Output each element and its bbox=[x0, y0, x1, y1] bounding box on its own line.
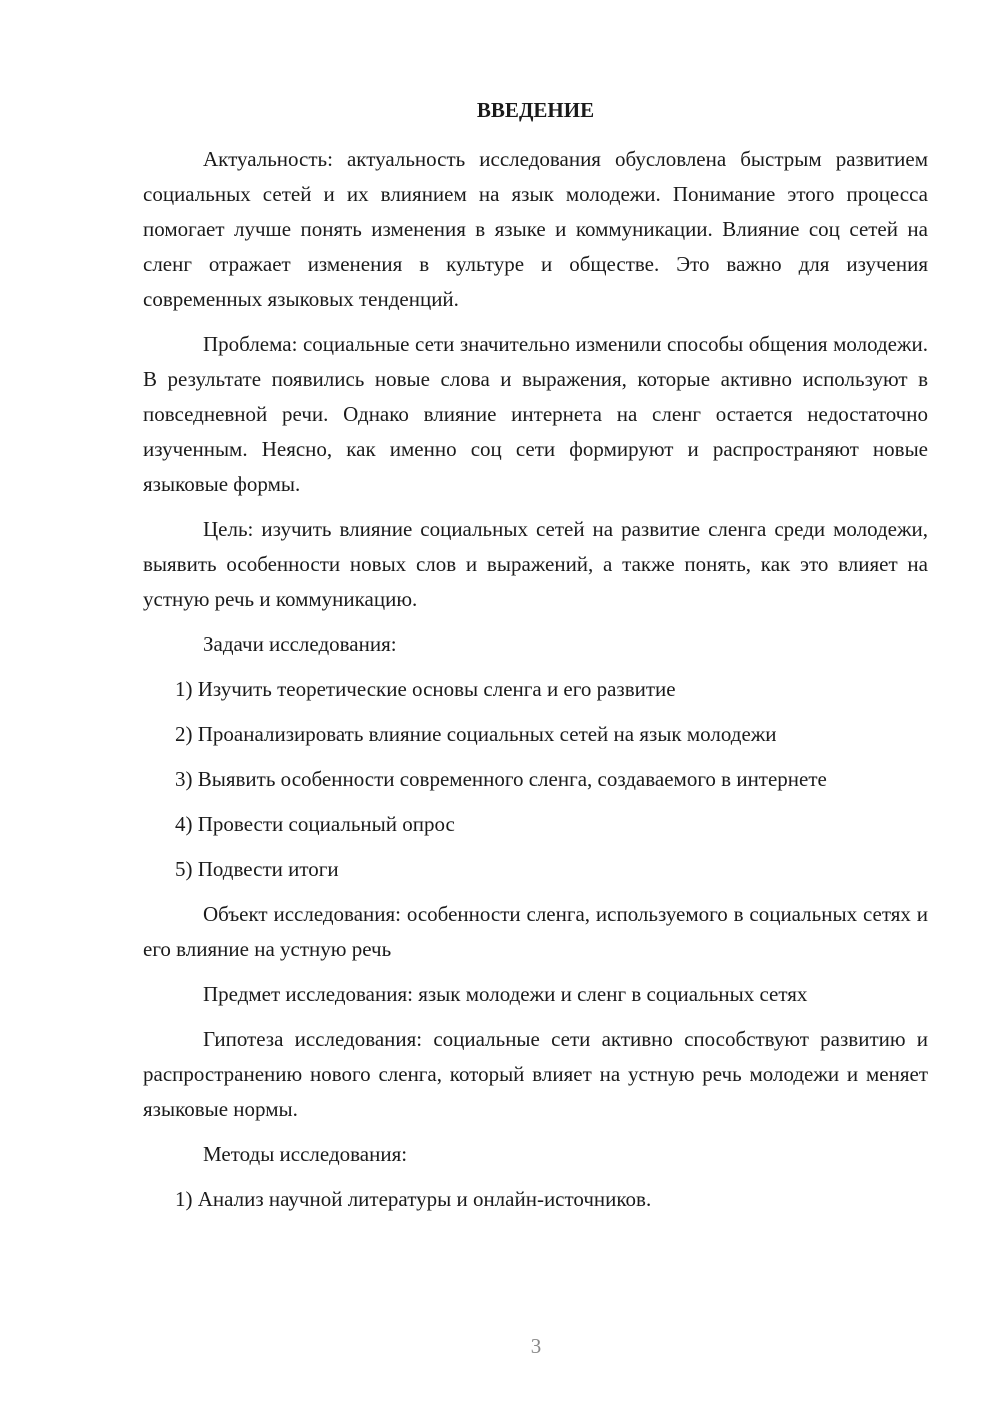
task-item: 2) Проанализировать влияние социальных сетей на язык молодежи bbox=[175, 722, 777, 746]
task-item: 5) Подвести итоги bbox=[175, 857, 339, 881]
task-item: 3) Выявить особенности современного сленга, создаваемого в интернете bbox=[175, 767, 827, 791]
task-item: 4) Провести социальный опрос bbox=[175, 812, 455, 836]
tasks-heading: Задачи исследования: bbox=[203, 632, 397, 656]
object-paragraph: Объект исследования: особенности сленга, используемого в социальных сетях и его влияние на устную речь bbox=[143, 902, 928, 961]
subject-paragraph: Предмет исследования: язык молодежи и сленг в социальных сетях bbox=[203, 982, 808, 1006]
methods-heading: Методы исследования: bbox=[203, 1142, 408, 1166]
document-page bbox=[143, 96, 928, 1227]
relevance-paragraph: Актуальность: актуальность исследования обусловлена быстрым развитием социальных сетей и их влиянием на язык молодежи. Понимание этого процесса помогает лучше понять изменения в языке и коммуникации. Влияние соц сетей на сленг отражает изменения в культуре и обществе. Это важно для изучения современных языковых тенденций. bbox=[143, 147, 928, 311]
goal-paragraph: Цель: изучить влияние социальных сетей на развитие сленга среди молодежи, выявить особенности новых слов и выражений, а также понять, как это влияет на устную речь и коммуникацию. bbox=[143, 517, 928, 611]
problem-paragraph: Проблема: социальные сети значительно изменили способы общения молодежи. В результате появились новые слова и выражения, которые активно используют в повседневной речи. Однако влияние интернета на сленг остается недостаточно изученным. Неясно, как именно соц сети формируют и распространяют новые языковые формы. bbox=[143, 332, 928, 496]
method-item: 1) Анализ научной литературы и онлайн-источников. bbox=[175, 1187, 652, 1211]
hypothesis-paragraph: Гипотеза исследования: социальные сети активно способствуют развитию и распространению нового сленга, который влияет на устную речь молодежи и меняет языковые нормы. bbox=[143, 1027, 928, 1121]
task-item: 1) Изучить теоретические основы сленга и его развитие bbox=[175, 677, 676, 701]
section-title: ВВЕДЕНИЕ bbox=[476, 98, 595, 122]
page-number: 3 bbox=[530, 1334, 542, 1358]
